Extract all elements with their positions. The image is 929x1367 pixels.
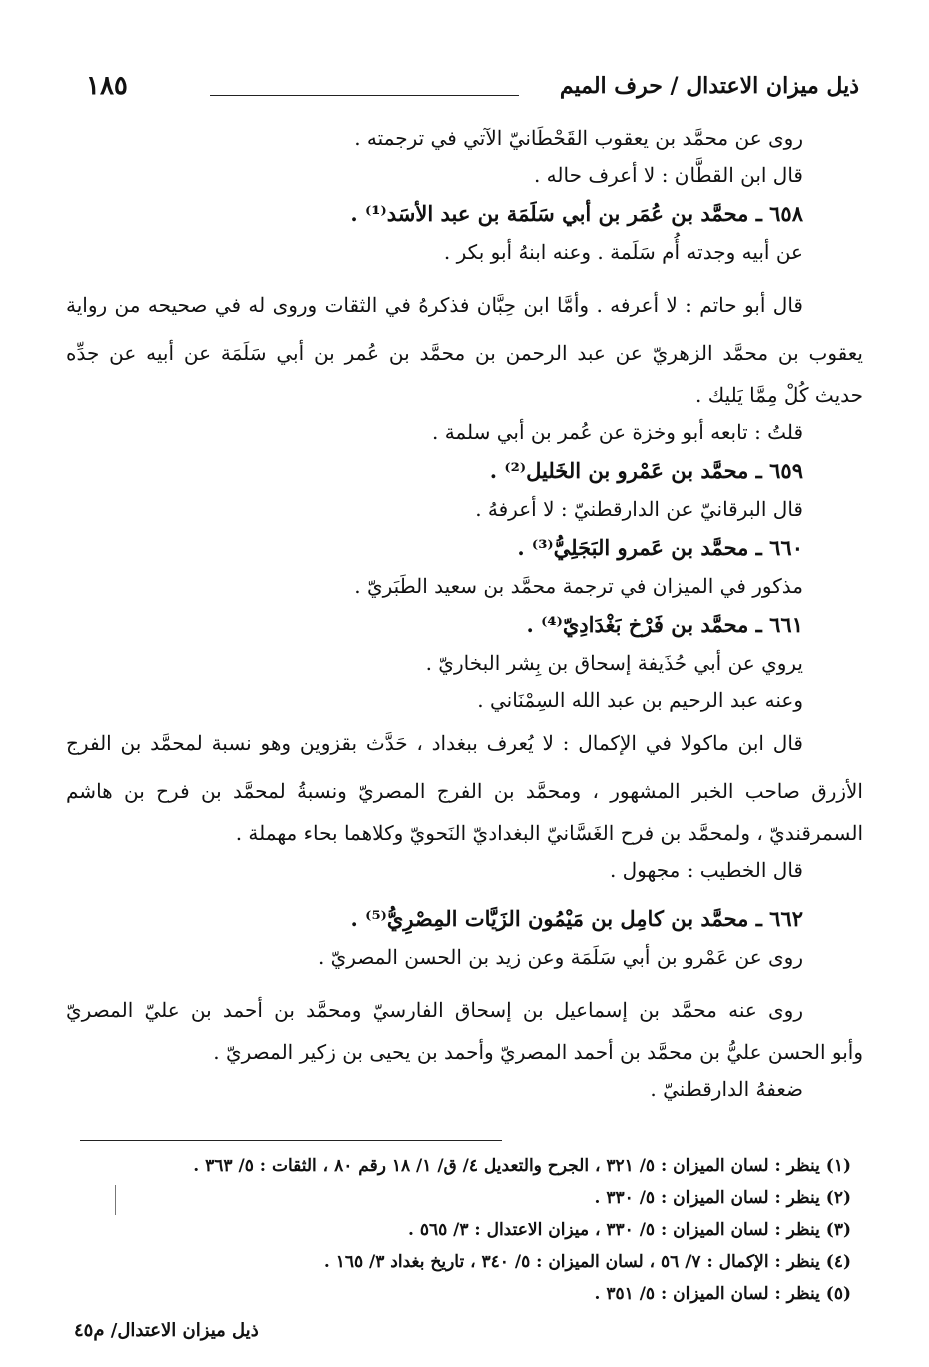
footnote: (١) ينظر : لسان الميزان : ٥/ ٣٢١ ، الجرح والتعديل ٤/ ق/ ١/ ١٨ رقم ٨٠ ، الثقات : ٥/ ٣٦٣ . — [193, 1156, 851, 1176]
text-line: عن أبيه وجدته أُم سَلَمة . وعنه ابنهُ أبو بكر . — [443, 240, 803, 264]
entry-heading: ٦٦٠ ـ محمَّد بن عَمرو البَجَلِيُّ⁽³⁾ . — [517, 535, 803, 560]
text-line: مذكور في الميزان في ترجمة محمَّد بن سعيد الطَبَريّ . — [354, 574, 803, 598]
text-line: وأبو الحسن عليُّ بن محمَّد بن أحمد المصريّ وأحمد بن يحيى بن زكير المصريّ . — [213, 1040, 863, 1064]
entry-heading: ٦٦١ ـ محمَّد بن فَرْخ بَغْدَادِيّ⁽⁴⁾ . — [526, 612, 803, 637]
running-title: ذيل ميزان الاعتدال / حرف الميم — [559, 73, 859, 99]
page-header — [70, 73, 859, 109]
entry-heading: ٦٥٨ ـ محمَّد بن عُمَر بن أبي سَلَمَة بن عبد الأسَد⁽¹⁾ . — [350, 201, 803, 226]
text-line: قال الخطيب : مجهول . — [609, 858, 803, 882]
footnote: (٣) ينظر : لسان الميزان : ٥/ ٣٣٠ ، ميزان الاعتدال : ٣/ ٥٦٥ . — [407, 1220, 851, 1240]
entry-heading: ٦٦٢ ـ محمَّد بن كامِل بن مَيْمُون الزَيَّات المِصْرِيُّ⁽⁵⁾ . — [350, 906, 803, 931]
header-rule — [210, 95, 519, 96]
text-line: قال البرقانيّ عن الدارقطنيّ : لا أعرفهُ . — [475, 497, 803, 521]
text-line: ضعفهُ الدارقطنيّ . — [650, 1077, 803, 1101]
text-line: حديث كُلْ مِمَّا يَليك . — [695, 383, 863, 407]
text-line: روى عن محمَّد بن يعقوب القَحْطَانيّ الآتي في ترجمته . — [354, 126, 803, 150]
text-line: قال أبو حاتم : لا أعرفه . وأمَّا ابن حِبَّان فذكرهُ في الثقات وروى له في صحيحه من رواية — [66, 293, 803, 317]
text-line: قلتُ : تابعه أبو وخزة عن عُمر بن أبي سلمة . — [431, 420, 803, 444]
text-line: روى عنه محمَّد بن إسماعيل بن إسحاق الفارسيّ ومحمَّد بن أحمد بن عليّ المصريّ — [66, 998, 803, 1022]
text-line: قال ابن القطَّان : لا أعرف حاله . — [533, 163, 803, 187]
text-line: يروي عن أبي حُذَيفة إسحاق بن بِشر البخاريّ . — [425, 651, 803, 675]
footnote: (٢) ينظر : لسان الميزان : ٥/ ٣٣٠ . — [594, 1188, 851, 1208]
page-number: ١٨٥ — [86, 71, 128, 101]
text-line: الأزرق صاحب الخبر المشهور ، ومحمَّد بن الفرج المصريّ ونسبةُ لمحمَّد بن فرح بن هاشم — [66, 779, 863, 803]
text-line: السمرقنديّ ، ولمحمَّد بن فرح الغَسَّانيّ البغداديّ النَحويّ وكلاهما بحاء مهملة . — [235, 821, 863, 845]
footnote: (٤) ينظر : الإكمال : ٧/ ٥٦ ، لسان الميزان : ٥/ ٣٤٠ ، تاريخ بغداد ٣/ ١٦٥ . — [323, 1252, 851, 1272]
footnote: (٥) ينظر : لسان الميزان : ٥/ ٣٥١ . — [594, 1284, 851, 1304]
text-line: قال ابن ماكولا في الإكمال : لا يُعرف ببغداد ، حَدَّث بقزوين وهو نسبة لمحمَّد بن الفرج — [66, 731, 803, 755]
footnote-rule — [80, 1140, 502, 1141]
text-line: روى عن عَمْرو بن أبي سَلَمَة وعن زيد بن الحسن المصريّ . — [317, 945, 803, 969]
text-line: وعنه عبد الرحيم بن عبد الله السِمْنَاني . — [477, 688, 803, 712]
text-line: يعقوب بن محمَّد الزهريّ عن عبد الرحمن بن محمَّد بن عُمر بن أبي سَلَمَة عن أبيه عن جدِّه — [66, 341, 863, 365]
entry-heading: ٦٥٩ ـ محمَّد بن عَمْرو بن الخَليل⁽²⁾ . — [489, 458, 803, 483]
footer-signature: ذيل ميزان الاعتدال/ م٤٥ — [74, 1320, 259, 1341]
body-text — [66, 120, 863, 1108]
footnotes — [70, 1150, 851, 1310]
